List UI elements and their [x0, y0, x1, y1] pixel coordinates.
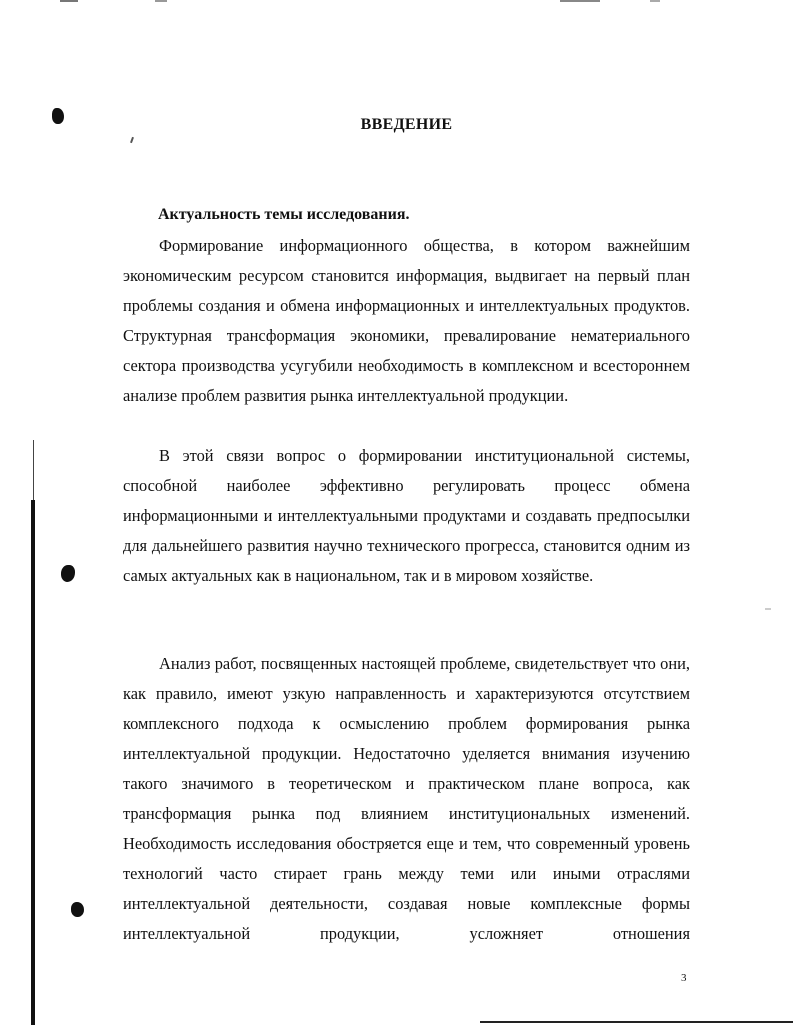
section-heading: Актуальность темы исследования.: [158, 206, 410, 223]
hole-punch-mark: [71, 902, 84, 917]
scan-bottom-line: [480, 1021, 793, 1023]
scan-artifact: [155, 0, 167, 2]
paragraph: Формирование информационного общества, в котором важнейшим экономическим ресурсом становится информация, выдвигает на первый план проблемы создания и обмена информационных и интеллектуальных продуктов. Структурная трансформация экономики, превалирование нематериального сектора производства усугубили необходимость в комплексном и всестороннем анализе проблем развития рынка интеллектуальной продукции.: [123, 236, 690, 405]
scan-edge-bar: [31, 500, 35, 1025]
page-title: ВВЕДЕНИЕ: [360, 116, 453, 133]
scan-artifact: [560, 0, 600, 2]
scan-speck: [130, 137, 134, 143]
paragraph: В этой связи вопрос о формировании институциональной системы, способной наиболее эффективно регулировать процесс обмена информационными и интеллектуальными продуктами и создавать предпосылки для дальнейшего развития научно технического прогресса, становится одним из самых актуальных как в национальном, так и в мировом хозяйстве.: [123, 446, 690, 585]
hole-punch-mark: [61, 565, 75, 582]
scan-artifact: [60, 0, 78, 2]
scan-edge-line: [33, 440, 34, 500]
page-number: 3: [681, 972, 687, 984]
paragraph: Анализ работ, посвященных настоящей проблеме, свидетельствует что они, как правило, имеют узкую направленность и характеризуются отсутствием комплексного подхода к осмыслению проблем формирования рынка интеллектуальной продукции. Недостаточно уделяется внимания изучению такого значимого в теоретическом и практическом плане вопроса, как трансформация рынка под влиянием институциональных изменений. Необходимость исследования обостряется еще и тем, что современный уровень технологий часто стирает грань между теми или иными отраслями интеллектуальной деятельности, создавая новые комплексные формы интеллектуальной продукции, усложняет отношения: [123, 654, 690, 943]
scan-speck: [765, 608, 771, 610]
scan-artifact: [650, 0, 660, 2]
